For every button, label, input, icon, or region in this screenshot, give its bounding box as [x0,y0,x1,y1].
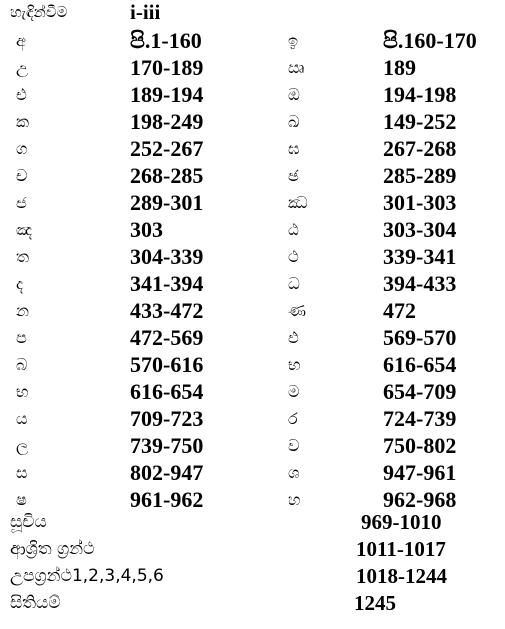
intro-label: හැඳින්වීම [10,3,68,21]
right-letter: ඨ [288,220,299,239]
right-pages: 472 [383,298,416,323]
right-letter: ඉ [288,31,299,50]
right-pages: 962-968 [383,487,457,512]
right-letter: ඵ [288,328,299,347]
left-pages: 570-616 [130,352,204,377]
right-pages: 285-289 [383,163,457,188]
left-pages: 289-301 [130,190,204,215]
right-letter: ඡ [288,166,299,185]
index-row [0,135,505,162]
right-pages: 654-709 [383,379,457,404]
left-letter: ච [16,166,28,185]
left-pages: 198-249 [130,109,204,134]
left-pages: 189-194 [130,82,204,107]
back-matter-pages: 1245 [354,591,396,615]
index-row [0,27,505,54]
right-letter: ඝ [288,139,300,158]
left-pages: 709-723 [130,406,204,431]
intro-row [0,0,505,28]
right-letter: ඣ [288,193,308,212]
right-letter: ථ [288,247,299,266]
left-letter: භ [16,382,29,401]
right-letter: ම [288,382,300,401]
index-row [0,162,505,189]
index-row [0,270,505,297]
right-pages: 394-433 [383,271,457,296]
right-pages: 339-341 [383,244,457,269]
right-pages: 301-303 [383,190,457,215]
left-pages: 304-339 [130,244,204,269]
left-pages: 252-267 [130,136,204,161]
right-letter: ව [288,436,300,455]
left-pages: 170-189 [130,55,204,80]
back-matter-row [0,536,505,563]
index-row [0,405,505,432]
index-row [0,108,505,135]
right-pages: 149-252 [383,109,457,134]
left-letter: ස [16,463,28,482]
right-letter: ඛ [288,112,300,131]
index-row [0,297,505,324]
right-pages: 947-961 [383,460,457,485]
back-matter-label: සූචිය [10,512,47,532]
index-row [0,459,505,486]
right-letter: ධ [288,274,300,293]
left-letter: ග [16,139,28,158]
left-pages: 472-569 [130,325,204,350]
right-pages: 724-739 [383,406,457,431]
right-letter: භ [288,355,301,374]
index-row [0,189,505,216]
back-matter-label: ආශ්‍රිත ග්‍රන්ථ [10,539,95,559]
left-letter: ක [16,112,29,131]
index-row [0,378,505,405]
left-letter: එ [16,85,27,104]
right-pages: 189 [383,55,416,80]
left-letter: අ [16,31,26,50]
right-letter: ඍ [288,58,305,77]
right-letter: ශ [288,463,300,482]
right-letter: ර [288,409,298,428]
right-letter: ඔ [288,85,300,104]
left-pages: 433-472 [130,298,204,323]
right-letter: ණ [288,301,306,320]
right-pages: 267-268 [383,136,457,161]
left-pages: 268-285 [130,163,204,188]
index-row [0,351,505,378]
back-matter-row [0,509,505,536]
left-letter: ල [16,436,29,455]
left-pages: 961-962 [130,487,204,512]
right-pages: 616-654 [383,352,457,377]
right-pages: 569-570 [383,325,457,350]
back-matter-pages: 1018-1244 [356,564,447,588]
left-pages: 341-394 [130,271,204,296]
right-pages: 750-802 [383,433,457,458]
left-letter: ය [16,409,28,428]
left-letter: බ [16,355,28,374]
index-row [0,216,505,243]
back-matter-pages: 1011-1017 [356,537,446,561]
index-row [0,81,505,108]
left-letter: ජ [16,193,27,212]
back-matter-pages: 969-1010 [361,510,442,534]
right-pages: පි.160-170 [383,28,477,53]
back-matter-row [0,563,505,590]
left-letter: ඤ [16,220,33,239]
left-pages: 802-947 [130,460,204,485]
left-letter: ත [16,247,29,266]
right-pages: 303-304 [383,217,457,242]
index-row [0,243,505,270]
left-letter: ද [16,274,24,293]
left-pages: 616-654 [130,379,204,404]
index-row [0,54,505,81]
right-letter: හ [288,490,301,509]
index-row [0,432,505,459]
left-letter: න [16,301,29,320]
left-letter: ප [16,328,27,347]
left-pages: 303 [130,217,163,242]
index-row [0,324,505,351]
left-letter: උ [16,58,29,77]
intro-pages: i-iii [130,0,161,24]
left-letter: ෂ [16,490,27,509]
left-pages: 739-750 [130,433,204,458]
back-matter-row [0,590,505,617]
back-matter-label: උපග්‍රන්ථ1,2,3,4,5,6 [10,566,164,586]
left-pages: පි.1-160 [130,28,202,53]
back-matter-label: සිතියම් [10,593,61,613]
right-pages: 194-198 [383,82,457,107]
